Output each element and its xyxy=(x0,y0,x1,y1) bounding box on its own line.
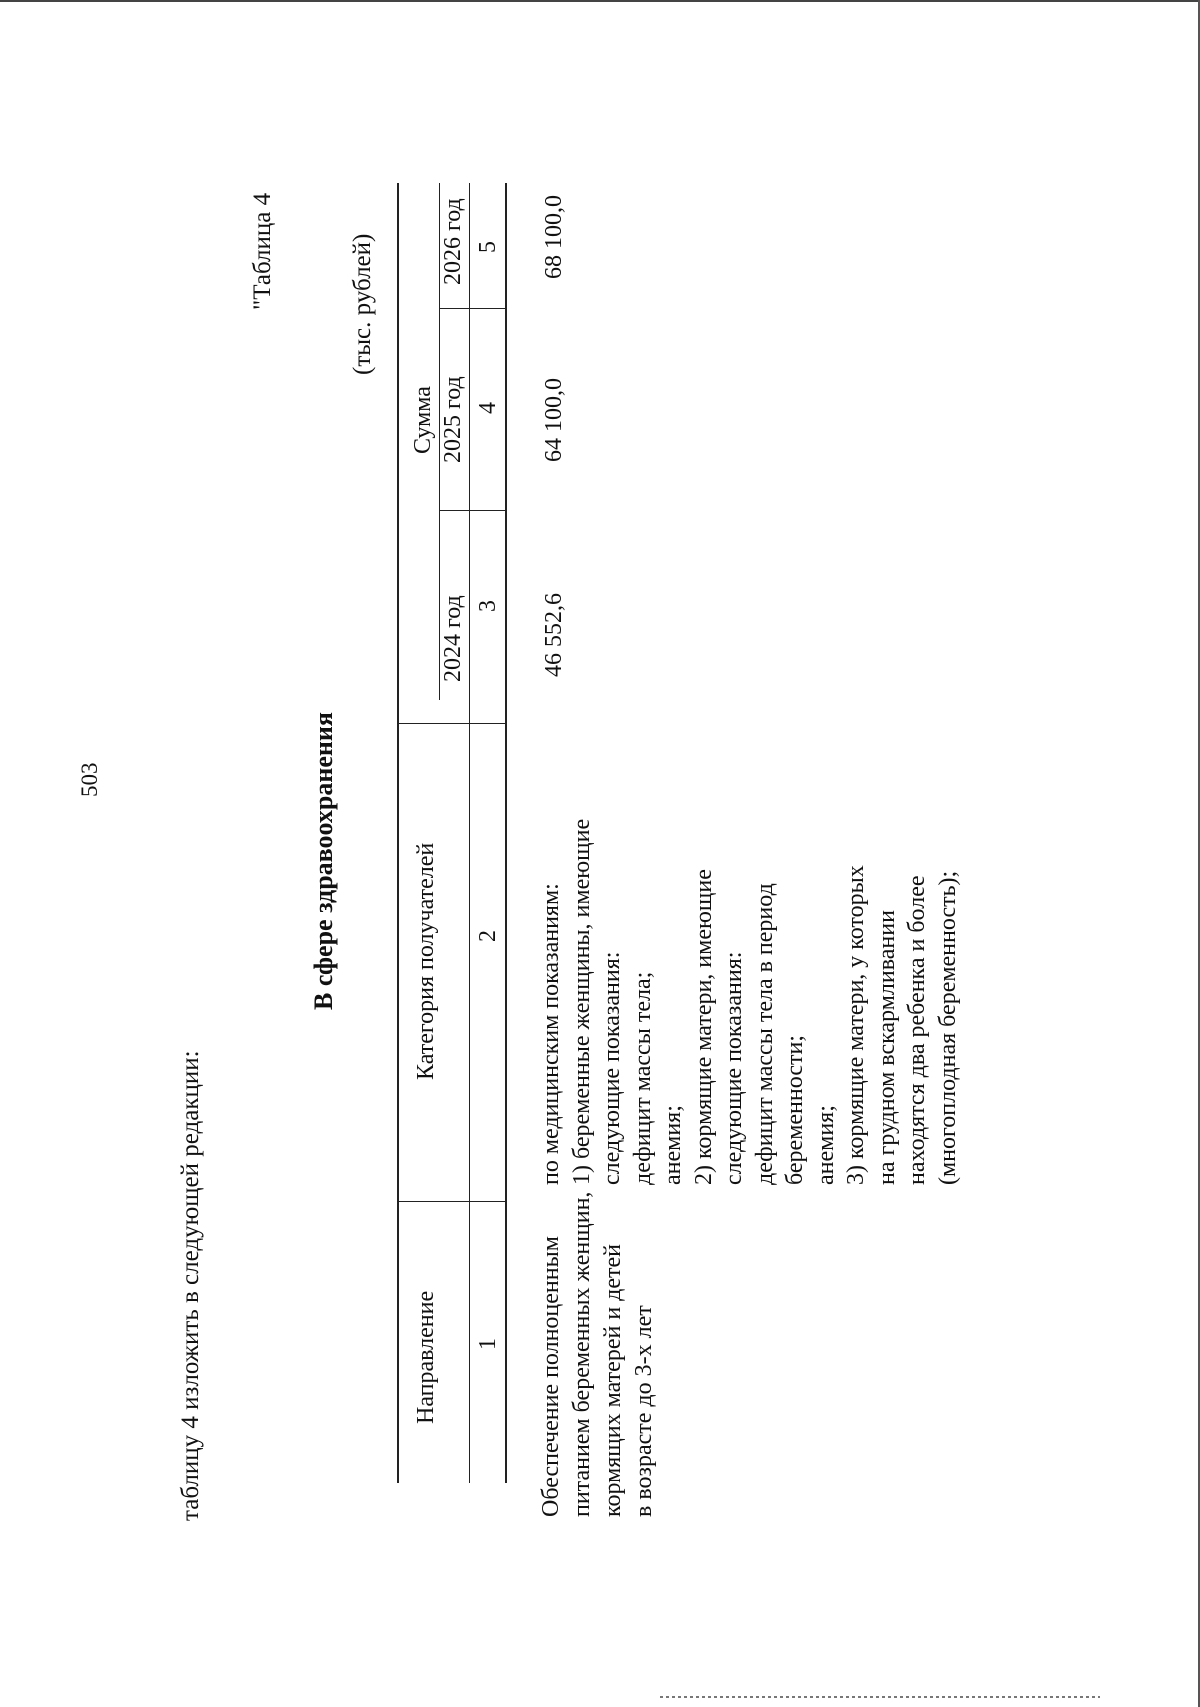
value-2024: 46 552,6 xyxy=(541,593,567,677)
col-number-5: 5 xyxy=(475,241,501,253)
category-line: 3) кормящие матери, у которых xyxy=(843,865,869,1185)
col-number-2: 2 xyxy=(475,930,501,942)
table-label: "Таблица 4 xyxy=(249,192,276,310)
category-line: по медицинским показаниям: xyxy=(538,883,564,1185)
col-number-3: 3 xyxy=(475,600,501,612)
section-title: В сфере здравоохранения xyxy=(309,712,338,1010)
table-top-border xyxy=(397,183,399,1483)
col-divider-1 xyxy=(397,1201,505,1202)
header-year-2024: 2024 год xyxy=(440,595,466,682)
direction-line: в возрасте до 3-х лет xyxy=(631,1305,657,1517)
direction-line: Обеспечение полноценным xyxy=(538,1236,564,1517)
col-number-1: 1 xyxy=(475,1338,501,1350)
category-line: 2) кормящие матери, имеющие xyxy=(690,869,717,1185)
col-divider-4 xyxy=(439,308,505,309)
category-line: следующие показания: xyxy=(721,951,747,1185)
category-line: анемия; xyxy=(812,1105,839,1185)
intro-text: таблицу 4 изложить в следующей редакции: xyxy=(177,1050,204,1521)
header-number-divider xyxy=(469,183,470,1483)
header-direction: Направление xyxy=(413,1290,439,1424)
direction-cell xyxy=(536,1192,660,1517)
category-line: анемия; xyxy=(660,1105,686,1185)
direction-line: питанием беременных женщин, xyxy=(569,1191,595,1517)
header-category: Категория получателей xyxy=(413,842,439,1080)
header-year-2025: 2025 год xyxy=(440,376,466,463)
col-divider-3 xyxy=(439,510,505,511)
direction-line: кормящих матерей и детей xyxy=(600,1243,626,1517)
category-line: (многоплодная беременность); xyxy=(934,870,961,1185)
value-2026: 68 100,0 xyxy=(541,195,567,279)
header-bottom-border xyxy=(505,183,507,1483)
category-line: 1) беременные женщины, имеющие xyxy=(568,818,595,1185)
col-number-4: 4 xyxy=(475,402,501,414)
col-divider-2 xyxy=(397,723,505,724)
category-cell xyxy=(536,819,963,1185)
units-label: (тыс. рублей) xyxy=(349,233,376,375)
category-line: находятся два ребенка и более xyxy=(904,875,930,1185)
header-year-2026: 2026 год xyxy=(440,198,466,285)
category-line: дефицит массы тела; xyxy=(629,971,656,1185)
category-line: на грудном вскармливании xyxy=(873,910,900,1185)
category-line: следующие показания: xyxy=(599,951,625,1185)
page-number: 503 xyxy=(77,762,102,797)
category-line: дефицит массы тела в период xyxy=(751,883,778,1185)
value-2025: 64 100,0 xyxy=(541,378,567,462)
category-line: беременности; xyxy=(782,1035,808,1185)
header-sum: Сумма xyxy=(410,386,436,454)
